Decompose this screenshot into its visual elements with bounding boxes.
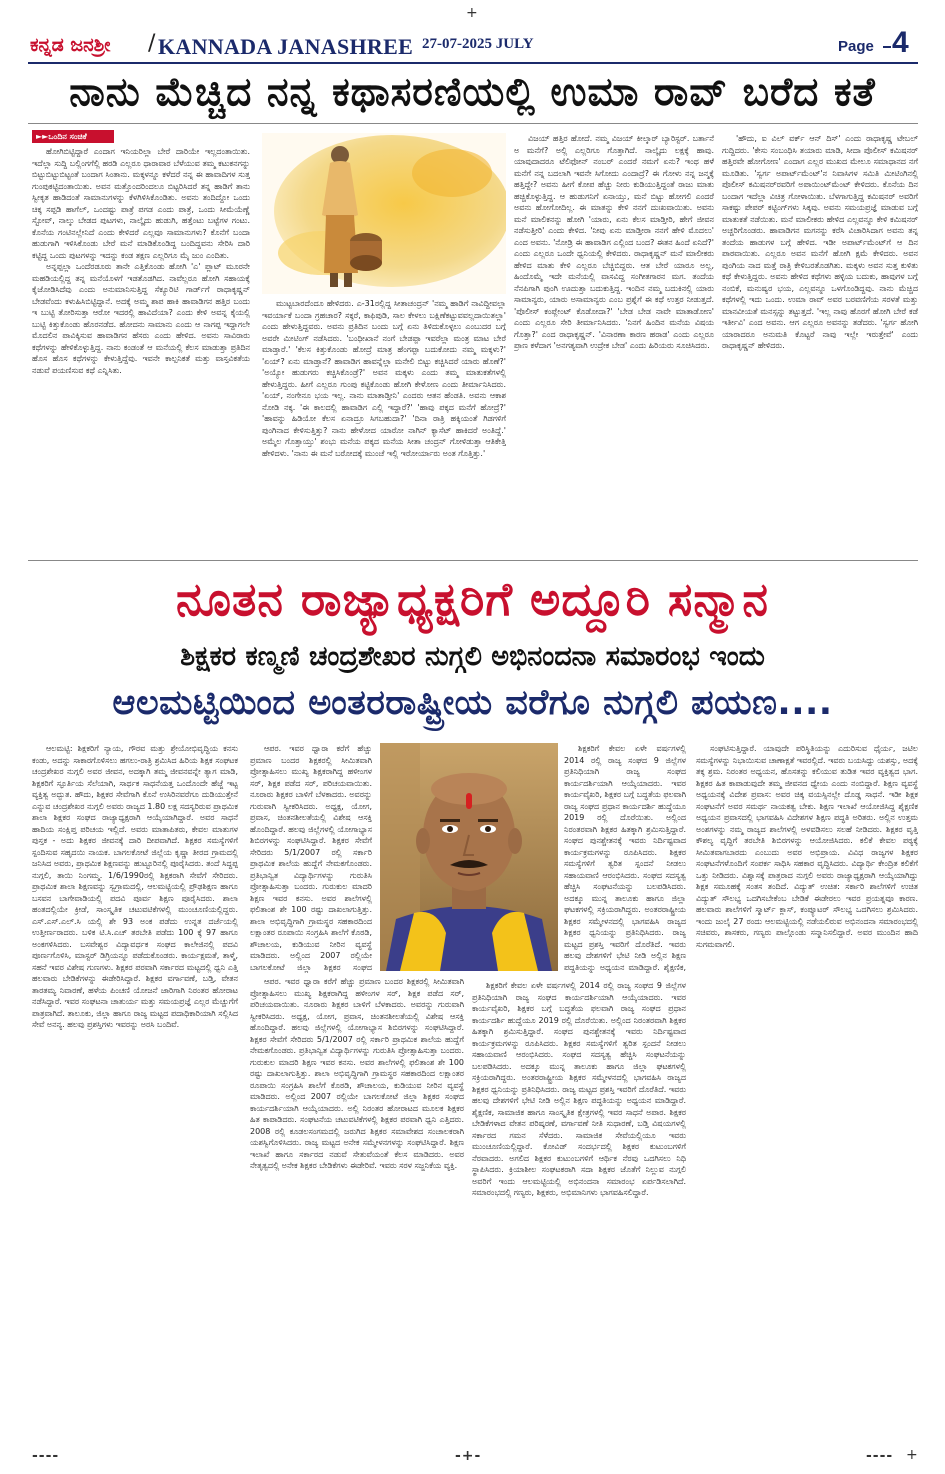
- article2-column-2-bottom: [250, 976, 464, 1441]
- article1-paragraph: ಅನ್ನಪ್ಪಲ್ಲಾ ಒಂದೆರಡೂರು ತಾನೇ ಎತ್ತಿಕೊಂಡು ಹೋಗಿ 'ಎ' ಪ್ಲಾಟ್ ಮೂರನೇ ಮಹಡಿಯಲ್ಲಿದ್ದ ತನ್ನ ಮನೆಯೊಳಗೆ ಇಡತೊಡಗಿದ. ನಾವೆಲ್ಲರೂ ಹೋಗಿ ಸಹಾಯಕ್ಕೆ ಕೈಜೋಡಿಸಿದೆವು ಎಂದು ಅನುಮಾನಿಸುತ್ತಿದ್ದ ಸೆಕ್ಯೂರಿಟಿ ಗಾರ್ಡ್‌ಗೆ ರಾಧಾಕೃಷ್ಣನ್ ಬೇಡವೆಂದು ಕಳುಹಿಸಿಬಿಟ್ಟಿದ್ದಾನೆ. ಅದಕ್ಕೆ ಅಮ್ಮ ಶಾಪ ಹಾಕಿ ಹಾವಾಡಿಗನ ಹತ್ತಿರ ಬಂದು ಇ ಬುಟ್ಟಿ ತೋರಿಸುತ್ತಾ ಆರೋ ಇದರಲ್ಲಿ ಹಾವಿದೆಯಾ? ಎಂದು ಕೇಳಿ ಅವನ್ನ ಕೈಯಲ್ಲಿ ಬುಟ್ಟಿ ಕಿತ್ತುಕೊಂಡು ಹೊರನಡೆದ. ಹೋದನು ಸಾಮಾನು ಎಂದು ಆ ನಾಗಪ್ಪ ಇದ್ದಾಗಲೇ ಮೊದಲಿನ ಪಾವಿಕ್ಕಿಸುವ ಹಾವಾಡಿಗನ ಹೆಸರು ಎಂದು ಹೇಳಿದ. ಅವನು ಸಾವಿರಾರು ಕಥೆಗಳನ್ನು ಹೇಳಿಕೊಳ್ಳುತ್ತಿದ್ದ. ನಾನು ಕಂಡಂತೆ ಆ ಮನೆಯಲ್ಲಿ ಕೆಲಸ ಮಾಡುತ್ತಾ ಪ್ರತಿದಿನ ಹೊಸ ಹೊಸ ಕಥೆಗಳನ್ನು ಕೇಳುತ್ತಿದ್ದೆವು. ಇವನೇ ಕಾಲ್ಪನಿಕತೆ ಮತ್ತು ವಾಸ್ತವಿಕತೆಯ ನಡುವೆ ಪಯಣಿಸುವ ಕಥೆ ಎನ್ನಿಸಿತು.: [32, 262, 250, 375]
- figure-with-drum-illustration: [262, 133, 506, 294]
- article1-paragraph: 'ಹೌದು, ಐ ವಿಲ್ ವರ್ಕ್ ಆನ್ ದಿಸ್' ಎಂದು ರಾಧಾಕೃಷ್ಣ ಟೇಬಲ್ ಗುದ್ದಿದರು. 'ಕೇಸು ಸಂಬಂಧಿಸಿ ತಯಾರು ಮಾಡಿ, ಸೀದಾ ಪೊಲೀಸ್ ಕಮಿಷನರ್ ಹತ್ತಿರವೇ ಹೋಗೋಣ' ಎಂದಾಗ ಎಲ್ಲರ ಮುಖದ ಮೇಲೂ ಸಮಾಧಾನದ ನಗೆ ಮೂಡಿತು. 'ಸ್ವರ್ಗ ಅಪಾರ್ಟ್‌ಮೆಂಟ್'ನ ನಿವಾಸಿಗಳ ಸಮಿತಿ ಮೀಟಿಂಗಿನಲ್ಲಿ ಪೊಲೀಸ್ ಕಮಿಷನರ್‌ರವರಿಗೆ ಅಪಾಯಿಂಟ್‌ಮೆಂಟ್ ಕೇಳಿದರು. ಕೊನೆಯ ದಿನ ಬಂದಾಗ ಇದೆಲ್ಲಾ ವಿಚಿತ್ರ ಗೋಳಾಯಿತು. ಬೆಳಗಾಗುತ್ತಿದ್ದ ಕಮಿಷನರ್ ಅವರಿಗೆ ಸಾಕಷ್ಟು ಪೇಪರ್ ಕಟ್ಟಿಂಗ್‌ಗಳು ಸಿಕ್ಕವು. ಅವನು ಸಮಯಪ್ರಜ್ಞೆ ಮಾಡುವ ಬಗ್ಗೆ ಮಾತುಕತೆ ನಡೆಯಿತು. ಮನೆ ಮಾಲೀಕರು ಹೇಳಿದ ಎಲ್ಲವನ್ನೂ ಕೇಳಿ ಕಮಿಷನರ್ ಅಚ್ಚರಿಗೊಂಡರು. ಹಾವಾಡಿಗನ ಮಗನನ್ನು ಕರೆಸಿ ವಿಚಾರಿಸಿದಾಗ ಅವನು ತನ್ನ ತಂದೆಯ ಹಾಡುಗಳ ಬಗ್ಗೆ ಹೇಳಿದ. ಇಡೀ ಅಪಾರ್ಟ್‌ಮೆಂಟ್‌ಗೆ ಆ ದಿನ ಪಾಠವಾಯಿತು. ಎಲ್ಲರೂ ಅವನ ಮನೆಗೆ ಹೋಗಿ ಕ್ಷಮೆ ಕೇಳಿದರು. ಅವನ ಪುಂಗಿಯ ನಾದ ಮತ್ತೆ ರಾತ್ರಿ ಕೇಳಿಬರತೊಡಗಿತು. ಮಕ್ಕಳು ಅವನ ಸುತ್ತ ಕುಳಿತು ಕಥೆ ಕೇಳುತ್ತಿದ್ದರು. ಅವನು ಹೇಳಿದ ಕಥೆಗಳು ಹಳ್ಳಿಯ ಬದುಕು, ಹಾವುಗಳ ಬಗ್ಗೆ ನಂಬಿಕೆ, ಮನುಷ್ಯರ ಭಯ, ಎಲ್ಲವನ್ನೂ ಒಳಗೊಂಡಿದ್ದವು. ನಾನು ಮೆಚ್ಚಿದ ಕಥೆಗಳಲ್ಲಿ ಇದು ಒಂದು. ಉಮಾ ರಾವ್ ಅವರ ಬರವಣಿಗೆಯ ಸರಳತೆ ಮತ್ತು ಮಾನವೀಯತೆ ಮನಸ್ಸನ್ನು ತಟ್ಟುತ್ತದೆ. 'ಇಲ್ಲ ನಾವು ಹೊರಗೆ ಹೋಗಿ ಬೇರೆ ಕಡೆ ಇರ್ತೀವಿ' ಎಂದ ಅವನು. ಆಗ ಎಲ್ಲರೂ ಅವನನ್ನು ತಡೆದರು. 'ಸ್ವರ್ಗ ಹೋಗಿ ಯಾರಾದರೂ ಅನುಮತಿ ಕೊಟ್ಟರೆ ನಾವು ಇಲ್ಲೇ ಇರುತ್ತೇವೆ' ಎಂದು ರಾಧಾಕೃಷ್ಣನ್ ಹೇಳಿದರು.: [722, 134, 918, 350]
- article1-column-3: [514, 133, 714, 550]
- footer-dashes-left: ----: [32, 1448, 60, 1464]
- masthead: [0, 0, 945, 66]
- portrait-photo: [380, 743, 558, 971]
- article1-column-4: [722, 133, 918, 550]
- crop-mark-top: +: [466, 5, 478, 21]
- article1-rule: [28, 123, 918, 124]
- article2-column-3-top: [564, 743, 686, 973]
- article2-paragraph: ಶಿಕ್ಷಕರಿಗೆ ಕೇವಲ ಏಳೇ ವರ್ಷಗಳಲ್ಲಿ 2014 ರಲ್ಲಿ ರಾಜ್ಯ ಸಂಘದ 9 ಜಿಲ್ಲೆಗಳ ಪ್ರತಿನಿಧಿಯಾಗಿ ರಾಜ್ಯ ಸಂಘದ ಕಾರ್ಯದರ್ಶಿಯಾಗಿ ಆಯ್ಕೆಯಾದರು. ಇವರ ಕಾರ್ಯವೈಖರಿ, ಶಿಕ್ಷಕರ ಬಗ್ಗೆ ಬದ್ಧತೆಯ ಫಲವಾಗಿ ರಾಜ್ಯ ಸಂಘದ ಪ್ರಧಾನ ಕಾರ್ಯದರ್ಶಿ ಹುದ್ದೆಯೂ 2019 ರಲ್ಲಿ ದೊರೆಯಿತು. ಅಲ್ಲಿಂದ ನಿರಂತರವಾಗಿ ಶಿಕ್ಷಕರ ಹಿತಕ್ಕಾಗಿ ಶ್ರಮಿಸುತ್ತಿದ್ದಾರೆ. ಸಂಘದ ಪುನಶ್ಚೇತನಕ್ಕೆ ಇವರು ನಿರ್ದಿಷ್ಟವಾದ ಕಾರ್ಯಕ್ರಮಗಳನ್ನು ರೂಪಿಸಿದರು. ಶಿಕ್ಷಕರ ಸಮಸ್ಯೆಗಳಿಗೆ ತ್ವರಿತ ಸ್ಪಂದನೆ ನೀಡಲು ಸಹಾಯವಾಣಿ ಆರಂಭಿಸಿದರು. ಸಂಘದ ಸದಸ್ಯತ್ವ ಹೆಚ್ಚಿಸಿ ಸಂಘಟನೆಯನ್ನು ಬಲಪಡಿಸಿದರು. ಅದಕ್ಕೂ ಮುನ್ನ ತಾಲೂಕು ಹಾಗೂ ಜಿಲ್ಲಾ ಘಟಕಗಳಲ್ಲಿ ಸಕ್ರಿಯರಾಗಿದ್ದರು. ಅಂತರರಾಷ್ಟ್ರೀಯ ಶಿಕ್ಷಕರ ಸಮ್ಮೇಳನದಲ್ಲಿ ಭಾಗವಹಿಸಿ ರಾಜ್ಯದ ಶಿಕ್ಷಕರ ಧ್ವನಿಯನ್ನು ಪ್ರತಿನಿಧಿಸಿದರು. ರಾಜ್ಯ ಮಟ್ಟದ ಪ್ರಶಸ್ತಿ ಇವರಿಗೆ ದೊರೆತಿದೆ. ಇವರು ಹಲವು ದೇಶಗಳಿಗೆ ಭೇಟಿ ನೀಡಿ ಅಲ್ಲಿನ ಶಿಕ್ಷಣ ಪದ್ಧತಿಯನ್ನು ಅಧ್ಯಯನ ಮಾಡಿದ್ದಾರೆ. ಶೈಕ್ಷಣಿಕ, ಸಾಮಾಜಿಕ ಹಾಗೂ ಸಾಂಸ್ಕೃತಿಕ ಕ್ಷೇತ್ರಗಳಲ್ಲಿ ಇವರ ಸಾಧನೆ ಅಪಾರ. ಶಿಕ್ಷಕರ ಬೇಡಿಕೆಗಳಾದ ವೇತನ ಪರಿಷ್ಕರಣೆ, ವರ್ಗಾವಣೆ ನೀತಿ ಸುಧಾರಣೆ, ಬಡ್ತಿ ವಿಷಯಗಳಲ್ಲಿ ಸರ್ಕಾರದ ಗಮನ ಸೆಳೆದರು. ಸಾಮಾಜಿಕ ಸೇವೆಯಲ್ಲಿಯೂ ಇವರು ಮುಂಚೂಣಿಯಲ್ಲಿದ್ದಾರೆ. ಕೋವಿಡ್ ಸಂದರ್ಭದಲ್ಲಿ ಶಿಕ್ಷಕರ ಕುಟುಂಬಗಳಿಗೆ ನೆರವಾದರು. ಅಗಲಿದ ಶಿಕ್ಷಕರ ಕುಟುಂಬಗಳಿಗೆ ಆರ್ಥಿಕ ನೆರವು ಒದಗಿಸಲು ನಿಧಿ ಸ್ಥಾಪಿಸಿದರು. ಕ್ರಿಯಾಶೀಲ ಸಂಘಟಕರಾಗಿ ಸದಾ ಶಿಕ್ಷಕರ ಜೊತೆಗೆ ನಿಲ್ಲುವ ನುಗ್ಗಲಿ ಅವರಿಗೆ ಇಂದು ಆಲಮಟ್ಟಿಯಲ್ಲಿ ಅಭಿನಂದನಾ ಸಮಾರಂಭ ಏರ್ಪಡಿಸಲಾಗಿದೆ. ಸಮಾರಂಭದಲ್ಲಿ ಗಣ್ಯರು, ಶಿಕ್ಷಕರು, ಅಭಿಮಾನಿಗಳು ಭಾಗವಹಿಸಲಿದ್ದಾರೆ.: [472, 981, 686, 1197]
- article1-paragraph: ವಿಜಯ್ ಹತ್ತಿರ ಹೋದೆ. ನಮ್ಮ ವಿಜಯ್ ಕೀಲ್ಕಾರ್ ಬ್ಯಾರಿಸ್ಟರ್. ಬರ್ತಾನೆ ಅ ಮನೆಗೆ? ಅಲ್ಲಿ ಎಲ್ಲರಿಗೂ ಗೊತ್ತಾಗಿದೆ. ನಾಲ್ಕೈದು ಲಕ್ಷಕ್ಕೆ ಹಾವು. ಯಾವುದಾದರೂ ಟೆಲಿಫೋನ್ ನಂಬರ್ ಎಂದರೆ ನಮಗೆ ಏನು? ಇಂಥ ಹಳೆ ಮನೆಗೆ ನನ್ನ ಬದಲಾಗಿ ಇವನೇ ಸಿಗೋದು ಎಂದಾದ್ರೆ? ಈ ಗೋಳು ನನ್ನ ಜನ್ಮಕ್ಕೆ ಹತ್ತಿದ್ದೇ? ಅವನು ಹೀಗೆ ಕೋಪ ಹೆಚ್ಚು ನೀರು ಕುಡಿಯುತ್ತಿದ್ದಂತೆ ರಾಜು ಮಾತು ಹಚ್ಚಿಕೊಳ್ಳುತ್ತಿದ್ದ. ಆ ಹುಡುಗನಿಗೆ ಏನಾಯ್ತು, ಮನೆ ಬಿಟ್ಟು ಹೋಗಲಿ ಎಂದರೆ ಅವನು ಹೋಗೋದಿಲ್ಲ. ಈ ಮಾತನ್ನು ಕೇಳಿ ನನಗೆ ದುಃಖವಾಯಿತು. ಅವನು ಮನೆ ಮಾಲಿಕನನ್ನು ಹೋಗಿ 'ಯಾರು, ಏನು ಕೆಲಸ ಮಾಡ್ತೀರಿ, ಹೇಗೆ ಜೀವನ ನಡೆಸುತ್ತೀರಿ' ಎಂದು ಕೇಳಿದ. 'ನೀವು ಏನು ಮಾಡ್ತೀರಾ ನನಗೆ ಹೇಳಿ ಮೊದಲು' ಎಂದ ಅವನು. 'ನೋಡ್ರಿ ಈ ಹಾವಾಡಿಗ ಎಲ್ಲಿಂದ ಬಂದ? ಈತನ ಹಿಂದೆ ಏನಿದೆ?' ಎಂದು ಎಲ್ಲರೂ ಒಂದೇ ಧ್ವನಿಯಲ್ಲಿ ಕೇಳಿದರು. ರಾಧಾಕೃಷ್ಣನ್ ಮನೆ ಮಾಲೀಕರು ಹೇಳಿದ ಮಾತು ಕೇಳಿ ಎಲ್ಲರೂ ಬೆಚ್ಚಿಬಿದ್ದರು. ಆತ ಬೇರೆ ಯಾರೂ ಅಲ್ಲ, ಹಿಂದೊಮ್ಮೆ ಇದೇ ಮನೆಯಲ್ಲಿ ವಾಸವಿದ್ದ ಸಂಗೀತಗಾರನ ಮಗ. ತಂದೆಯ ನೆನಪಿಗಾಗಿ ಪುಂಗಿ ಊದುತ್ತಾ ಬದುಕುತ್ತಿದ್ದ. ಇಂದಿನ ನಮ್ಮ ಬದುಕಿನಲ್ಲಿ ಯಾರು ಸಾಮಾನ್ಯರು, ಯಾರು ಅಸಾಮಾನ್ಯರು ಎಂಬ ಪ್ರಶ್ನೆಗೆ ಈ ಕಥೆ ಉತ್ತರ ನೀಡುತ್ತದೆ. 'ಪೊಲೀಸ್ ಕಂಪ್ಲೇಂಟ್ ಕೊಡೋದಾ?' 'ಬೇಡ ಬೇಡ ನಾವೇ ಮಾತಾಡೋಣ' ಎಂದು ಎಲ್ಲರೂ ಸೇರಿ ತೀರ್ಮಾನಿಸಿದರು. 'ನಿನಗೆ ಹಿಂದಿನ ಮನೆಯ ವಿಷಯ ಗೊತ್ತಾ?' ಎಂದ ರಾಧಾಕೃಷ್ಣನ್. 'ವಿನಾರಣಾ ಕಾರಣ ಹರಾಡ' ಎಂದು ಎಲ್ಲರೂ ಪ್ರಾಣ ಕಳೆದಾಗ 'ಅನಗತ್ಯವಾಗಿ ಉದ್ರೇಕ ಬೇಡ' ಎಂದು ಹಿರಿಯರು ಸೂಚಿಸಿದರು.: [514, 134, 714, 350]
- issue-date: 27-07-2025 JULY: [422, 36, 534, 52]
- crop-mark-bottom: +: [906, 1447, 918, 1463]
- article1-paragraph: ಮುಟ್ಟಬಾರದೆಂದೂ ಹೇಳಿದರು. ಎ-31ರಲ್ಲಿದ್ದ ಸೀತಾಚಂದ್ರನ್ 'ನಮ್ಮ ಹಾಡಿಗೆ ನಾವಿದ್ದೀವಲ್ಲಾ ಇವರ್ಯಾಕೆ ಬಂದಾ ಗ್ರಹಚಾರ? ಸಕ್ಕರೆ, ಕಾಫಿಪುಡಿ, ಸಾಲ ಕೇಳಲು ಬಕ್ಷಿಣೆಕಟ್ಟುವವಲ್ಲದಾಯಿತಲ್ಲಾ' ಎಂದು ಹೇಳುತ್ತಿದ್ದವರು. ಅವನು ಪ್ರತಿದಿನ ಬಂದು ಬಗ್ಗೆ ಏನು ತಿಳಿದುಕೊಳ್ಳಲು ಎಂಬುದರ ಬಗ್ಗೆ ಅವರೇ ಮೀಟಿಂಗ್ ನಡೆಸಿದರು. 'ಬಂಧೀಖಾನೆ ನಂಗೆ ಬೇಡಪ್ಪಾ ಇವರೆಲ್ಲಾ ಮಂತ್ರ ಮಾಟ ಬೇರೆ ಮಾಡ್ತಾರೆ.' 'ಕೆಲಸ ಕಿತ್ತುಕೊಂಡು ಹೋದ್ರೆ ಮಾತ್ರ ಹೆಂಗಪ್ಪಾ ಬದುಕೋದು ನಮ್ಮ ಮಕ್ಕಳು?' 'ಏಯ್? ಏನು ಮಾಡ್ತಾನೆ? ಹಾವಾಡಿಗ ಹಾವನ್ನೆಲ್ಲಾ ಮನೇಲಿ ಬಿಟ್ಟು ಕಚ್ಚಿಸಿದರೆ ಯಾರು ಹೊಣೆ?' 'ಅಯ್ಯೋ ಹುಡುಗರು ಕಚ್ಚಿಸಿಕೊಂಡ್ರೆ?' ಅವನ ಮಕ್ಕಳು ಎಂದು ತಮ್ಮ ಮಾತುಕತೆಗಳಲ್ಲಿ ಹೇಳುತ್ತಿದ್ದರು. ಹೀಗೆ ಎಲ್ಲರೂ ಗುಂಪು ಕಟ್ಟಿಕೊಂಡು ಹೋಗಿ ಕೇಳೋಣ ಎಂದು ತೀರ್ಮಾನಿಸಿದರು. 'ಏಯ್, ನಂಗೇನೂ ಭಯ ಇಲ್ಲ. ನಾನು ಮಾತಾಡ್ತೀನಿ' ಎಂದರು ಆತನ ಹೆಂಡತಿ. ಅವನು ಆಕಾಶ ನೋಡಿ ನಕ್ಕ. 'ಈ ಕಾಲದಲ್ಲಿ ಹಾವಾಡಿಗ ಎಲ್ಲಿ ಇದ್ದಾರೆ?' 'ಹಾವು ಪಕ್ಕದ ಮನೆಗೆ ಹೋದ್ರೆ?' 'ಹಾವನ್ನು ಹಿಡಿಯೋ ಕೆಲಸ ಏನಾದ್ರೂ ಸಿಗಬಹುದಾ?' 'ದಿನಾ ರಾತ್ರಿ ಹಕ್ಕಿಯಂತೆ ಗಿಡಗಳಿಗೆ ಪುಂಗಿನಾದ ಕೇಳಿಸುತ್ತಿತ್ತು? ನಾನು ಹೇಳೋದ ಯಾರೋ ನಾಗಿನ್ ಕ್ಯಾಸೆಟ್ ಹಾಕಿದರೆ ಅಂತಿದ್ದೆ.' ಅಮ್ಮೆಲ ಗೊತ್ತಾಯ್ತು' ಶಂಭು ಮನೆಯ ಪಕ್ಕದ ಮನೆಯ ಸೀತಾ ಚಂದ್ರನ್ ಗೋಳಿಡುತ್ತಾ ಆತಿಕೇತ್ತಿ ಹೇಳಿದಳು. 'ನಾನು ಈ ಮನೆ ಬರೋದಕ್ಕೆ ಮುಂಚೆ ಇಲ್ಲಿ ಇರೋರ್ಯಾರು ಅಂತ ಗೊತ್ತಿತ್ತು.': [262, 299, 506, 458]
- article2-paragraph: ಶಿಕ್ಷಕರಿಗೆ ಕೇವಲ ಏಳೇ ವರ್ಷಗಳಲ್ಲಿ 2014 ರಲ್ಲಿ ರಾಜ್ಯ ಸಂಘದ 9 ಜಿಲ್ಲೆಗಳ ಪ್ರತಿನಿಧಿಯಾಗಿ ರಾಜ್ಯ ಸಂಘದ ಕಾರ್ಯದರ್ಶಿಯಾಗಿ ಆಯ್ಕೆಯಾದರು. ಇವರ ಕಾರ್ಯವೈಖರಿ, ಶಿಕ್ಷಕರ ಬಗ್ಗೆ ಬದ್ಧತೆಯ ಫಲವಾಗಿ ರಾಜ್ಯ ಸಂಘದ ಪ್ರಧಾನ ಕಾರ್ಯದರ್ಶಿ ಹುದ್ದೆಯೂ 2019 ರಲ್ಲಿ ದೊರೆಯಿತು. ಅಲ್ಲಿಂದ ನಿರಂತರವಾಗಿ ಶಿಕ್ಷಕರ ಹಿತಕ್ಕಾಗಿ ಶ್ರಮಿಸುತ್ತಿದ್ದಾರೆ. ಸಂಘದ ಪುನಶ್ಚೇತನಕ್ಕೆ ಇವರು ನಿರ್ದಿಷ್ಟವಾದ ಕಾರ್ಯಕ್ರಮಗಳನ್ನು ರೂಪಿಸಿದರು. ಶಿಕ್ಷಕರ ಸಮಸ್ಯೆಗಳಿಗೆ ತ್ವರಿತ ಸ್ಪಂದನೆ ನೀಡಲು ಸಹಾಯವಾಣಿ ಆರಂಭಿಸಿದರು. ಸಂಘದ ಸದಸ್ಯತ್ವ ಹೆಚ್ಚಿಸಿ ಸಂಘಟನೆಯನ್ನು ಬಲಪಡಿಸಿದರು. ಅದಕ್ಕೂ ಮುನ್ನ ತಾಲೂಕು ಹಾಗೂ ಜಿಲ್ಲಾ ಘಟಕಗಳಲ್ಲಿ ಸಕ್ರಿಯರಾಗಿದ್ದರು. ಅಂತರರಾಷ್ಟ್ರೀಯ ಶಿಕ್ಷಕರ ಸಮ್ಮೇಳನದಲ್ಲಿ ಭಾಗವಹಿಸಿ ರಾಜ್ಯದ ಶಿಕ್ಷಕರ ಧ್ವನಿಯನ್ನು ಪ್ರತಿನಿಧಿಸಿದರು. ರಾಜ್ಯ ಮಟ್ಟದ ಪ್ರಶಸ್ತಿ ಇವರಿಗೆ ದೊರೆತಿದೆ. ಇವರು ಹಲವು ದೇಶಗಳಿಗೆ ಭೇಟಿ ನೀಡಿ ಅಲ್ಲಿನ ಶಿಕ್ಷಣ ಪದ್ಧತಿಯನ್ನು ಅಧ್ಯಯನ ಮಾಡಿದ್ದಾರೆ. ಶೈಕ್ಷಣಿಕ,: [564, 744, 686, 972]
- page-dash: [883, 46, 891, 48]
- page-number: 4: [892, 26, 909, 59]
- article2-headline: ನೂತನ ರಾಜ್ಯಾಧ್ಯಕ್ಷರಿಗೆ ಅದ್ದೂರಿ ಸನ್ಮಾನ: [176, 572, 769, 626]
- article2-column-2-top: [250, 743, 372, 973]
- article2-kicker: ಆಲಮಟ್ಟಿಯಿಂದ ಅಂತರರಾಷ್ಟ್ರೀಯ ವರೆಗೂ ನುಗ್ಗಲಿ ಪಯಣ....: [112, 683, 833, 723]
- article2-column-3-bottom: [472, 980, 686, 1441]
- person-portrait: [380, 743, 558, 971]
- article2-paragraph: ಆಪರ. ಇವರ ಧ್ವಾರಾ ಕರೆಗೆ ಹೆಚ್ಚು ಪ್ರಮಾಣ ಬಂದರ ಶಿಕ್ಷಕರಲ್ಲಿ ಸೀಮಿತವಾಗಿ ಪ್ರೋತ್ಸಾಹಿಸಲು ಮುಖ್ಯ ಶಿಕ್ಷಕರಾಗಿದ್ದ ಹಳೀಂಗಳ ಸರ್, ಶಿಕ್ಷಕ ಪಡೆದ ಸರ್, ಪರಿಚಯವಾಯಿತು. ನೂರಾರು ಶಿಕ್ಷಕರ ಬಾಳಿಗೆ ಬೆಳಕಾದರು. ಅವರನ್ನು ಗುರುವಾಗಿ ಸ್ವೀಕರಿಸಿದರು. ಅಧ್ಯಕ್ಷ, ಯೋಗ, ಪ್ರವಾಸ, ಚಿಂತನಶೀಲತೆಯಲ್ಲಿ ವಿಶೇಷ ಆಸಕ್ತಿ ಹೊಂದಿದ್ದಾರೆ. ಹಲವು ಜಿಲ್ಲೆಗಳಲ್ಲಿ ಯೋಗಾಭ್ಯಾಸ ಶಿಬಿರಗಳನ್ನು ಸಂಘಟಿಸಿದ್ದಾರೆ. ಶಿಕ್ಷಕರ ಸೇವೆಗೆ ಸೇರಿದರು 5/1/2007 ರಲ್ಲಿ ಸರ್ಕಾರಿ ಪ್ರಾಥಮಿಕ ಶಾಲೆಯ ಹುದ್ದೆಗೆ ನೇಮಕಗೊಂಡರು. ಪ್ರತಿಭಾನ್ವಿತ ವಿದ್ಯಾರ್ಥಿಗಳನ್ನು ಗುರುತಿಸಿ ಪ್ರೋತ್ಸಾಹಿಸುತ್ತಾ ಬಂದರು. ಗುರುಕುಲ ಮಾದರಿ ಶಿಕ್ಷಣ ಇವರ ಕನಸು. ಅವರ ಶಾಲೆಗಳಲ್ಲಿ ಫಲಿತಾಂಶ ಶೇ 100 ರಷ್ಟು ದಾಖಲಾಗುತ್ತಿತ್ತು. ಶಾಲಾ ಅಭಿವೃದ್ಧಿಗಾಗಿ ಗ್ರಾಮಸ್ಥರ ಸಹಕಾರದಿಂದ ಲಕ್ಷಾಂತರ ರೂಪಾಯಿ ಸಂಗ್ರಹಿಸಿ ಶಾಲೆಗೆ ಕೊಠಡಿ, ಶೌಚಾಲಯ, ಕುಡಿಯುವ ನೀರಿನ ವ್ಯವಸ್ಥೆ ಮಾಡಿದರು. ಅಲ್ಲಿಂದ 2007 ರಲ್ಲಿಯೇ ಬಾಗಲಕೋಟೆ ಜಿಲ್ಲಾ ಶಿಕ್ಷಕರ ಸಂಘದ ಕಾರ್ಯದರ್ಶಿಯಾಗಿ ಆಯ್ಕೆಯಾದರು. ಅಲ್ಲಿ ನಿರಂತರ ಹೋರಾಟದ ಮೂಲಕ ಶಿಕ್ಷಕರ ಹಿತ ಕಾಪಾಡಿದರು. ಸಂಘಟನೆಯ ಚಟುವಟಿಕೆಗಳಲ್ಲಿ ಶಿಕ್ಷಕರ ಪರವಾಗಿ ಧ್ವನಿ ಎತ್ತಿದರು. 2008 ರಲ್ಲಿ ಕೂಡಲಸಂಗಮದಲ್ಲಿ ಜರುಗಿದ ಶಿಕ್ಷಕರ ಸಮಾವೇಶದ ಸಂಚಾಲಕರಾಗಿ ಯಶಸ್ವಿಗೊಳಿಸಿದರು. ರಾಜ್ಯ ಮಟ್ಟದ ಅನೇಕ ಸಮ್ಮೇಳನಗಳನ್ನು ಸಂಘಟಿಸಿದ್ದಾರೆ. ಶಿಕ್ಷಣ ಇಲಾಖೆ ಹಾಗೂ ಸರ್ಕಾರದ ನಡುವೆ ಸೇತುವೆಯಂತೆ ಕೆಲಸ ಮಾಡಿದರು. ಅವರ ನೇತೃತ್ವದಲ್ಲಿ ಅನೇಕ ಶಿಕ್ಷಕರ ಬೇಡಿಕೆಗಳು ಈಡೇರಿವೆ. ಇವರು ಸರಳ ಸಜ್ಜನಿಕೆಯ ವ್ಯಕ್ತಿ.: [250, 977, 464, 1170]
- brand-name-english: KANNADA JANASHREE: [158, 34, 414, 59]
- article1-column-1: [32, 146, 250, 550]
- section-badge: ►►ಒಂದಿನ ಸಂಚಿಕೆ: [32, 130, 114, 143]
- article2-column-4: [696, 743, 918, 1441]
- brand-separator: /: [148, 31, 156, 56]
- masthead-rule: [28, 62, 918, 64]
- article1-paragraph: ಹೋಗಿಬಿಟ್ಟಿದ್ದಾರೆ ಎಂದಾಗ ಇನಿಯರಿಲ್ಲಾ ಬೇರೆ ದಾರಿಯೇ ಇಲ್ಲದಂತಾಯಿತು. ಇದೆಲ್ಲಾ ಸುದ್ದಿ ಬಲ್ಲಿಂಗಗೆಲ್ಲಿ ಹರಡಿ ಎಲ್ಲರೂ ಧಾರಾವಾರ ಬೆಳೆಯುವ ತಮ್ಮ ಕಟುಕನಗನ್ನು ಬಿಟ್ಟುಬಿಟ್ಟುಬಿಟ್ಟಂತೆ ಬಂದಾಗ ಸಿಂತಾನು. ಮಕ್ಕಳನ್ನೂ ಕಳೆದರೆ ನನ್ನ ಈ ಹಾವಾದಿಗಳ ಸುತ್ತ ಗುಂಪುಕಟ್ಟಿದಂತಾಯಿತು. ಅವನ ಮತ್ತೊಂದರಿಂದಲೂ ಬಿಟ್ಟರಿಸಿದರೆ ತನ್ನ ಹಾಡಿಗೆ ತಾನು ಸ್ವೀಕೃತ ಹಾಡಿದಂತೆ ಸಾಮಾನುಗಳನ್ನು ಕೆಳಗಿಳಿಸಿಕೊಂಡಿತು. ಅವನು ತಂದಿದ್ದೋ ಒಂದು ಚಿಕ್ಕ ಸಪ್ಪಡಿ ಹಾಗೆಲ್, ಒಂದಷ್ಟು ಪಾತ್ರೆ ಪಗಡ ಎಂದು ಪಾತ್ರೆ, ಒಂದು ಸೀಮೆಯೆಣ್ಣೆ ಸ್ಟೋವ್, ನಾಲ್ಕು ಬೇಡದ ಪುಟಗಳು, ನಾಲ್ಕೈದು ಹುಡುಗಿ, ಹತ್ತೆಂಟು ಬಟ್ಟೆಗಳ ಗಂಟು. ಕೊನೆಯ ಗಂಟಿನಲ್ಲೇನಿದೆ ಎಂದು ಕೇಳಿದರೆ ಎಲ್ಲವೂ ಸಾಮಾನುಗಳು? ಕೊನೆಗೆ ಬಂದಾ ಹುಡುಗಾಗಿ ಇಳಿಸಿಕೊಂಡು ಬೇರೆ ಮನೆ ಮಾಡಿಕೊಂಡಿದ್ದ ಬಂದಿದ್ದವನು ಸೇರಿಸಿ ದಾರಿ ಕಟ್ಟಿದ್ದ ಒಂದು ಪುಟಗಳನ್ನು ಇದನ್ನು ಕಂಡ ತಕ್ಷಣ ಎಲ್ಲರಿಗೂ ಮೈ ಜುಂ ಎಂದಿತು.: [32, 147, 250, 260]
- article2-column-1: [32, 743, 238, 1441]
- footer-dashes-middle: -+-: [455, 1448, 482, 1464]
- article2-paragraph: ಆಲಮಟ್ಟಿ: ಶಿಕ್ಷಕರಿಗೆ ನ್ಯಾಯ, ಗೌರವ ಮತ್ತು ಶ್ರೇಯೋಭಿವೃದ್ಧಿಯ ಕನಸು ಕಂಡು, ಅದನ್ನು ಸಾಕಾರಗೊಳಿಸಲು ಹಗಲು-ರಾತ್ರಿ ಶ್ರಮಿಸಿದ ಹಿರಿಯ ಶಿಕ್ಷಕ ಸಂಘಟಕ ಚಂದ್ರಶೇಖರ ನುಗ್ಗಲಿ ಅವರ ಜೀವನ, ಅದಕ್ಕಾಗಿ ತಮ್ಮ ಜೀವನವನ್ನೇ ತ್ಯಾಗ ಮಾಡಿ, ಶಿಕ್ಷಕರಿಗೆ ಸ್ಫೂರ್ತಿಯ ಸೆಲೆಯಾಗಿ, ಸಾರ್ಥಕ ಸಾಧನೆಯತ್ತ ಒಂದೊಂದೇ ಹೆಜ್ಜೆ ಇಟ್ಟ ವ್ಯಕ್ತಿತ್ವ ಅದ್ಭುತ. ಹೌದು, ಶಿಕ್ಷಕರ ಸೇವೆಗಾಗಿ ಕೊನೆ ಉಸಿರಿನವರೆಗೂ ದುಡಿಯುತ್ತೇನೆ ಎನ್ನುವ ಚಂದ್ರಶೇಖರ ನುಗ್ಗಲಿ ಅವರು ರಾಜ್ಯದ 1.80 ಲಕ್ಷ ಸದಸ್ಯರಿರುವ ಪ್ರಾಥಮಿಕ ಶಾಲಾ ಶಿಕ್ಷಕರ ಸಂಘದ ರಾಜ್ಯಾಧ್ಯಕ್ಷರಾಗಿ ಆಯ್ಕೆಯಾಗಿದ್ದಾರೆ. ಅವರ ಸಾಧನೆ ಹಾದಿಯ ಸಂಕ್ಷಿಪ್ತ ಪರಿಚಯ ಇಲ್ಲಿದೆ. ಅವರು ಮಾತಾಪಿತರು, ಕೇವಲ ಮಾತುಗಳ ಪುಸ್ತಕ - ಅದು ಶಿಕ್ಷಕರ ಜೀವನಕ್ಕೆ ದಾರಿ ದೀಪವಾಗಿದೆ. ಶಿಕ್ಷಕರ ಸಮಸ್ಯೆಗಳಿಗೆ ಸ್ಪಂದಿಸುವ ಸಹೃದಯಿ ನಾಯಕ. ಬಾಗಲಕೋಟೆ ಜಿಲ್ಲೆಯ ಕೃಷ್ಣಾ ತೀರದ ಗ್ರಾಮದಲ್ಲಿ ಜನಿಸಿದ ಅವರು, ಪ್ರಾಥಮಿಕ ಶಿಕ್ಷಣವನ್ನು ಹುಟ್ಟೂರಿನಲ್ಲಿ ಪೂರೈಸಿದರು. ತಂದೆ ಸಿದ್ದಪ್ಪ ನುಗ್ಗಲಿ, ತಾಯಿ ನಿಂಗಮ್ಮ. 1/6/1990ರಲ್ಲಿ ಶಿಕ್ಷಕರಾಗಿ ಸೇವೆಗೆ ಸೇರಿದರು. ಪ್ರಾಥಮಿಕ ಶಾಲಾ ಶಿಕ್ಷಣವನ್ನು ಸ್ವಗ್ರಾಮದಲ್ಲಿ, ಆಲಮಟ್ಟಿಯಲ್ಲಿ ಪ್ರೌಢಶಿಕ್ಷಣ ಹಾಗೂ ಬಸವನ ಬಾಗೇವಾಡಿಯಲ್ಲಿ ಪದವಿ ಪೂರ್ವ ಶಿಕ್ಷಣ ಪೂರೈಸಿದರು. ಶಾಲಾ ಹಂತದಲ್ಲಿಯೇ ಕ್ರೀಡೆ, ಸಾಂಸ್ಕೃತಿಕ ಚಟುವಟಿಕೆಗಳಲ್ಲಿ ಮುಂಚೂಣಿಯಲ್ಲಿದ್ದರು. ಎಸ್.ಎಸ್.ಎಲ್.ಸಿ ಯಲ್ಲಿ ಶೇ 93 ಅಂಕ ಪಡೆದು ಉನ್ನತ ದರ್ಜೆಯಲ್ಲಿ ಉತ್ತೀರ್ಣರಾದರು. ಬಳಿಕ ಟಿ.ಸಿ.ಎಚ್ ತರಬೇತಿ ಪಡೆದು 100 ಕ್ಕೆ 97 ಹಾಗೂ ಅಂಕಗಳಿಸಿದರು. ಬಸವೇಶ್ವರ ವಿದ್ಯಾವರ್ಧಕ ಸಂಘದ ಕಾಲೇಜಿನಲ್ಲಿ ಪದವಿ ಪೂರ್ಣಗೊಳಿಸಿ, ಮಾಸ್ಟರ್ ಡಿಗ್ರಿಯನ್ನೂ ಪಡೆದುಕೊಂಡರು. ಕಾರ್ಯಕ್ಷಮತೆ, ತಾಳ್ಮೆ, ಸಹನೆ ಇವರ ವಿಶೇಷ ಗುಣಗಳು. ಶಿಕ್ಷಕರ ಪರವಾಗಿ ಸರ್ಕಾರದ ಮಟ್ಟದಲ್ಲಿ ಧ್ವನಿ ಎತ್ತಿ ಹಲವಾರು ಬೇಡಿಕೆಗಳನ್ನು ಈಡೇರಿಸಿದ್ದಾರೆ. ಶಿಕ್ಷಕರ ವರ್ಗಾವಣೆ, ಬಡ್ತಿ, ವೇತನ ತಾರತಮ್ಯ ನಿವಾರಣೆ, ಹಳೆಯ ಪಿಂಚಣಿ ಯೋಜನೆ ಜಾರಿಗಾಗಿ ನಿರಂತರ ಹೋರಾಟ ನಡೆಸಿದ್ದಾರೆ. ಇವರ ಸಂಘಟನಾ ಚಾತುರ್ಯ ಮತ್ತು ಸಮಯಪ್ರಜ್ಞೆ ಎಲ್ಲರ ಮೆಚ್ಚುಗೆಗೆ ಪಾತ್ರವಾಗಿದೆ. ತಾಲೂಕು, ಜಿಲ್ಲಾ ಹಾಗೂ ರಾಜ್ಯ ಮಟ್ಟದ ಪದಾಧಿಕಾರಿಯಾಗಿ ಸಲ್ಲಿಸಿದ ಸೇವೆ ಅನನ್ಯ. ಹಲವು ಪ್ರಶಸ್ತಿಗಳು ಇವರನ್ನು ಅರಸಿ ಬಂದಿವೆ.: [32, 744, 238, 1029]
- article1-column-2: [262, 298, 506, 550]
- page-label: Page: [838, 38, 874, 55]
- article2-subheadline: ಶಿಕ್ಷಕರ ಕಣ್ಮಣಿ ಚಂದ್ರಶೇಖರ ನುಗ್ಗಲಿ ಅಭಿನಂದನಾ ಸಮಾರಂಭ ಇಂದು: [180, 641, 765, 672]
- article2-paragraph: ಸಂಘಟಿಸುತ್ತಿದ್ದಾರೆ. ಯಾವುದೇ ಪರಿಸ್ಥಿತಿಯನ್ನು ಎದುರಿಸುವ ಧೈರ್ಯ, ಜಟಿಲ ಸಮಸ್ಯೆಗಳನ್ನು ನಿಭಾಯಿಸುವ ಚಾಣಾಕ್ಷತೆ ಇವರಲ್ಲಿದೆ. ಇವರು ಬಯಸಿದ್ದು ಯಶಸ್ಸು, ಅದಕ್ಕೆ ತಕ್ಕ ಶ್ರಮ. ನಿರಂತರ ಅಧ್ಯಯನ, ಹೊಸತನ್ನು ಕಲಿಯುವ ತುಡಿತ ಇವರ ವ್ಯಕ್ತಿತ್ವದ ಭಾಗ. ಶಿಕ್ಷಕರ ಹಿತ ಕಾಪಾಡುವುದೇ ತಮ್ಮ ಜೀವನದ ಧ್ಯೇಯ ಎಂದು ನಂಬಿದ್ದಾರೆ. ಶಿಕ್ಷಣ ವ್ಯವಸ್ಥೆ ಅಧ್ಯಯನಕ್ಕೆ ವಿದೇಶ ಪ್ರವಾಸ: ಅವರ ಚಿಕ್ಕ ವಯಸ್ಸಿನಲ್ಲೇ ದೊಡ್ಡ ಸಾಧನೆ. ಇಡೀ ಶಿಕ್ಷಕ ಸಂಘಟನೆಗೆ ಅವರ ಸಮರ್ಥ ನಾಯಕತ್ವ ಬೇಕು. ಶಿಕ್ಷಣ ಇಲಾಖೆ ಆಯೋಜಿಸಿದ್ದ ಶೈಕ್ಷಣಿಕ ಅಧ್ಯಯನ ಪ್ರವಾಸದಲ್ಲಿ ಭಾಗವಹಿಸಿ ವಿದೇಶಗಳ ಶಿಕ್ಷಣ ಪದ್ಧತಿ ಅರಿತರು. ಅಲ್ಲಿನ ಉತ್ತಮ ಅಂಶಗಳನ್ನು ನಮ್ಮ ರಾಜ್ಯದ ಶಾಲೆಗಳಲ್ಲಿ ಅಳವಡಿಸಲು ಸಲಹೆ ನೀಡಿದರು. ಶಿಕ್ಷಕರ ವೃತ್ತಿ ಕೌಶಲ್ಯ ವೃದ್ಧಿಗೆ ತರಬೇತಿ ಶಿಬಿರಗಳನ್ನು ಆಯೋಜಿಸಿದರು. ಕಲಿಕೆ ಕೇವಲ ಪಠ್ಯಕ್ಕೆ ಸೀಮಿತವಾಗಬಾರದು ಎಂಬುದು ಅವರ ಅಭಿಪ್ರಾಯ. ವಿವಿಧ ರಾಜ್ಯಗಳ ಶಿಕ್ಷಕರ ಸಂಘಟನೆಗಳೊಂದಿಗೆ ಸಂಪರ್ಕ ಸಾಧಿಸಿ ಸಹಕಾರ ವೃದ್ಧಿಸಿದರು. ವಿದ್ಯಾರ್ಥಿ ಕೇಂದ್ರಿತ ಕಲಿಕೆಗೆ ಒತ್ತು ನೀಡಿದರು. ವಿಶ್ವಾಸಕ್ಕೆ ಪಾತ್ರರಾದ ನುಗ್ಗಲಿ ಅವರು ರಾಜ್ಯಾಧ್ಯಕ್ಷರಾಗಿ ಆಯ್ಕೆಯಾಗಿದ್ದು ಶಿಕ್ಷಕ ಸಮೂಹಕ್ಕೆ ಸಂತಸ ತಂದಿದೆ. ವಿದ್ಯುತ್ ಉಚಿತ: ಸರ್ಕಾರಿ ಶಾಲೆಗಳಿಗೆ ಉಚಿತ ವಿದ್ಯುತ್ ಸೌಲಭ್ಯ ಒದಗಿಸಬೇಕೆಂಬ ಬೇಡಿಕೆ ಈಡೇರಲು ಇವರ ಪ್ರಯತ್ನವೂ ಕಾರಣ. ಹಲವಾರು ಶಾಲೆಗಳಿಗೆ ಸ್ಮಾರ್ಟ್ ಕ್ಲಾಸ್, ಕಂಪ್ಯೂಟರ್ ಸೌಲಭ್ಯ ಒದಗಿಸಲು ಶ್ರಮಿಸಿದರು. ಇಂದು ಜುಲೈ 27 ರಂದು ಆಲಮಟ್ಟಿಯಲ್ಲಿ ನಡೆಯಲಿರುವ ಅಭಿನಂದನಾ ಸಮಾರಂಭದಲ್ಲಿ ಸಚಿವರು, ಶಾಸಕರು, ಗಣ್ಯರು ಪಾಲ್ಗೊಂಡು ಸನ್ಮಾನಿಸಲಿದ್ದಾರೆ. ಅವರ ಮುಂದಿನ ಹಾದಿ ಸುಗಮವಾಗಲಿ.: [696, 744, 918, 949]
- article1-headline: ನಾನು ಮೆಚ್ಚಿದ ನನ್ನ ಕಥಾಸರಣಿಯಲ್ಲಿ ಉಮಾ ರಾವ್ ಬರೆದ ಕತೆ: [69, 70, 876, 115]
- article2-paragraph: ಆಪರ. ಇವರ ಧ್ವಾರಾ ಕರೆಗೆ ಹೆಚ್ಚು ಪ್ರಮಾಣ ಬಂದರ ಶಿಕ್ಷಕರಲ್ಲಿ ಸೀಮಿತವಾಗಿ ಪ್ರೋತ್ಸಾಹಿಸಲು ಮುಖ್ಯ ಶಿಕ್ಷಕರಾಗಿದ್ದ ಹಳೀಂಗಳ ಸರ್, ಶಿಕ್ಷಕ ಪಡೆದ ಸರ್, ಪರಿಚಯವಾಯಿತು. ನೂರಾರು ಶಿಕ್ಷಕರ ಬಾಳಿಗೆ ಬೆಳಕಾದರು. ಅವರನ್ನು ಗುರುವಾಗಿ ಸ್ವೀಕರಿಸಿದರು. ಅಧ್ಯಕ್ಷ, ಯೋಗ, ಪ್ರವಾಸ, ಚಿಂತನಶೀಲತೆಯಲ್ಲಿ ವಿಶೇಷ ಆಸಕ್ತಿ ಹೊಂದಿದ್ದಾರೆ. ಹಲವು ಜಿಲ್ಲೆಗಳಲ್ಲಿ ಯೋಗಾಭ್ಯಾಸ ಶಿಬಿರಗಳನ್ನು ಸಂಘಟಿಸಿದ್ದಾರೆ. ಶಿಕ್ಷಕರ ಸೇವೆಗೆ ಸೇರಿದರು 5/1/2007 ರಲ್ಲಿ ಸರ್ಕಾರಿ ಪ್ರಾಥಮಿಕ ಶಾಲೆಯ ಹುದ್ದೆಗೆ ನೇಮಕಗೊಂಡರು. ಪ್ರತಿಭಾನ್ವಿತ ವಿದ್ಯಾರ್ಥಿಗಳನ್ನು ಗುರುತಿಸಿ ಪ್ರೋತ್ಸಾಹಿಸುತ್ತಾ ಬಂದರು. ಗುರುಕುಲ ಮಾದರಿ ಶಿಕ್ಷಣ ಇವರ ಕನಸು. ಅವರ ಶಾಲೆಗಳಲ್ಲಿ ಫಲಿತಾಂಶ ಶೇ 100 ರಷ್ಟು ದಾಖಲಾಗುತ್ತಿತ್ತು. ಶಾಲಾ ಅಭಿವೃದ್ಧಿಗಾಗಿ ಗ್ರಾಮಸ್ಥರ ಸಹಕಾರದಿಂದ ಲಕ್ಷಾಂತರ ರೂಪಾಯಿ ಸಂಗ್ರಹಿಸಿ ಶಾಲೆಗೆ ಕೊಠಡಿ, ಶೌಚಾಲಯ, ಕುಡಿಯುವ ನೀರಿನ ವ್ಯವಸ್ಥೆ ಮಾಡಿದರು. ಅಲ್ಲಿಂದ 2007 ರಲ್ಲಿಯೇ ಬಾಗಲಕೋಟೆ ಜಿಲ್ಲಾ ಶಿಕ್ಷಕರ ಸಂಘದ: [250, 744, 372, 972]
- section-divider: [28, 560, 918, 561]
- brand-name-kannada: ಕನ್ನಡ ಜನಶ್ರೀ: [30, 34, 111, 56]
- footer-dashes-right: ----: [866, 1448, 894, 1464]
- story-illustration: [262, 133, 506, 294]
